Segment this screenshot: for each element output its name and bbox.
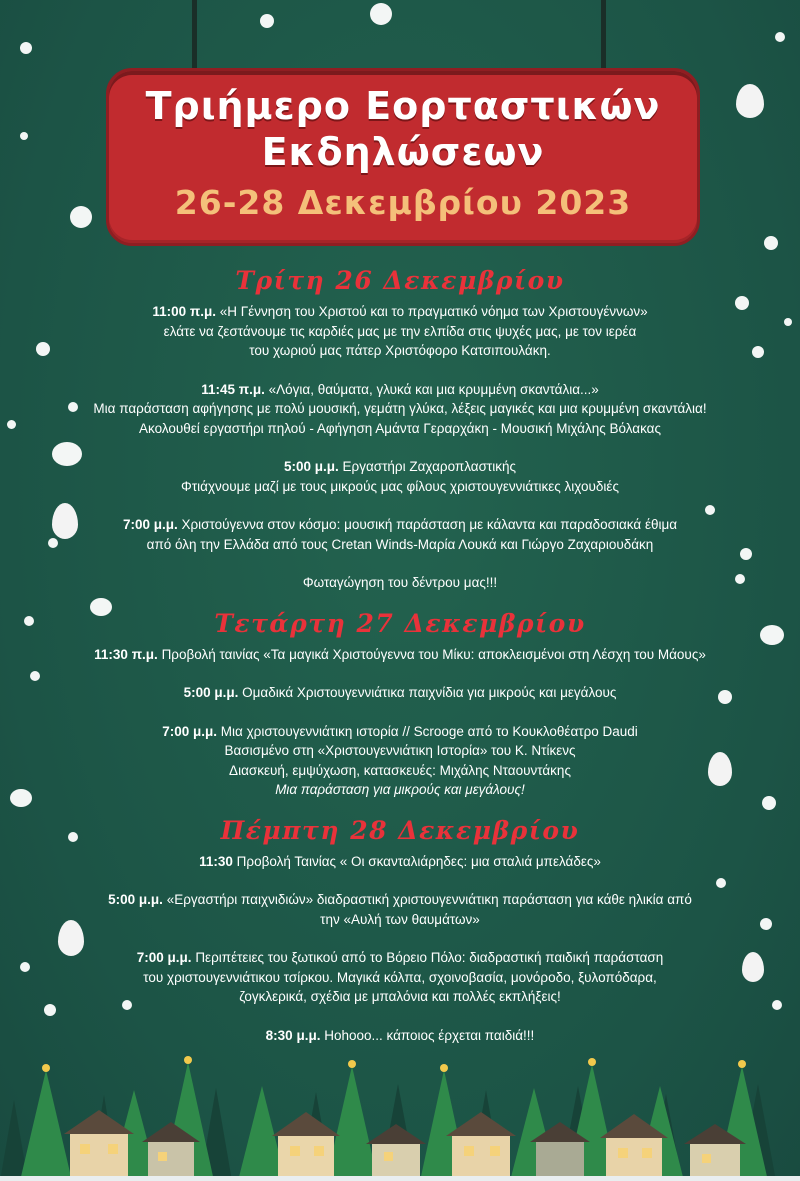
program-content [0, 258, 800, 1045]
event: 11:30 π.μ. Προβολή ταινίας «Τα μαγικά Χριστούγεννα του Μίκυ: αποκλεισμένοι στη Λέσχη του Μάους» [94, 646, 706, 662]
event: 7:00 μ.μ. Χριστούγεννα στον κόσμο: μουσική παράσταση με κάλαντα και παραδοσιακά έθιμα από όλη την Ελλάδα από τους Cretan Winds-Μαρία Λουκά και Γιώργο Ζαχαριουδάκη [122, 517, 678, 552]
banner-title-line1: Τριήμερο Εορταστικών [145, 84, 661, 128]
day-heading-thursday: Πέμπτη 28 Δεκεμβρίου [220, 815, 580, 845]
banner-title-line2: Εκδηλώσεων [261, 130, 545, 174]
christmas-village-illustration [0, 1040, 800, 1181]
banner-rope-left [192, 0, 197, 72]
banner-dates: 26-28 Δεκεμβρίου 2023 [174, 183, 632, 222]
event: 11:45 π.μ. «Λόγια, θαύματα, γλυκά και μια κρυμμένη σκαντάλια...» Μια παράσταση αφήγησης με πολύ μουσική, γεμάτη γλύκα, λέξεις μαγικές και μια κρυμμένη σκαντάλια! Ακολουθεί εργαστήρι πηλού - Αφήγηση Αμάντα Γεραρχάκη - Μουσική Μιχάλης Βόλακας [93, 381, 707, 436]
event: 11:30 Προβολή Ταινίας « Οι σκανταλιάρηδες: μια σταλιά μπελάδες» [199, 853, 601, 869]
event: 7:00 μ.μ. Μια χριστουγεννιάτικη ιστορία // Scrooge από το Κουκλοθέατρο Daudi Βασισμένο στη «Χριστουγεννιάτικη Ιστορία» του Κ. Ντίκενς Διασκευή, εμψύχωση, κατασκευές: Μιχάλης Νταουντάκης Μια παράσταση για μικρούς και μεγάλους! [162, 723, 638, 797]
day-heading-tuesday: Τρίτη 26 Δεκεμβρίου [235, 266, 565, 295]
event: 5:00 μ.μ. Ομαδικά Χριστουγεννιάτικα παιχνίδια για μικρούς και μεγάλους [183, 685, 617, 700]
houses [64, 1110, 746, 1181]
event-tree-lighting: Φωταγώγηση του δέντρου μας!!! [302, 575, 498, 590]
event: 8:30 μ.μ. Hohooo... κάποιος έρχεται παιδιά!!! [265, 1027, 535, 1043]
event: 5:00 μ.μ. Εργαστήρι Ζαχαροπλαστικής Φτιάχνουμε μαζί με τους μικρούς μας φίλους χριστουγεννιάτικες λιχουδιές [181, 459, 619, 494]
event: 5:00 μ.μ. «Εργαστήρι παιχνιδιών» διαδραστική χριστουγεννιάτικη παράσταση για κάθε ηλικία από την «Αυλή των θαυμάτων» [108, 892, 692, 927]
event: 11:00 π.μ. «Η Γέννηση του Χριστού και το πραγματικό νόημα των Χριστουγέννων» ελάτε να ζεστάνουμε τις καρδιές μας με την ελπίδα στις ψυχές μας, με τον ιερέα του χωριού μας πάτερ Χριστόφορο Κατσιπουλάκη. [152, 304, 648, 358]
banner-rope-right [601, 0, 606, 72]
day-heading-wednesday: Τετάρτη 27 Δεκεμβρίου [214, 608, 586, 638]
banner-title [109, 83, 697, 175]
event: 7:00 μ.μ. Περιπέτειες του ξωτικού από το Βόρειο Πόλο: διαδραστική παιδική παράσταση του χριστουγεννιάτικου τσίρκου. Μαγικά κόλπα, σχοινοβασία, μονόροδο, ξυλοπόδαρα, ζογκλερικά, σχέδια με μπαλόνια και πολλές εκπλήξεις! [136, 950, 664, 1004]
title-banner [106, 68, 700, 246]
